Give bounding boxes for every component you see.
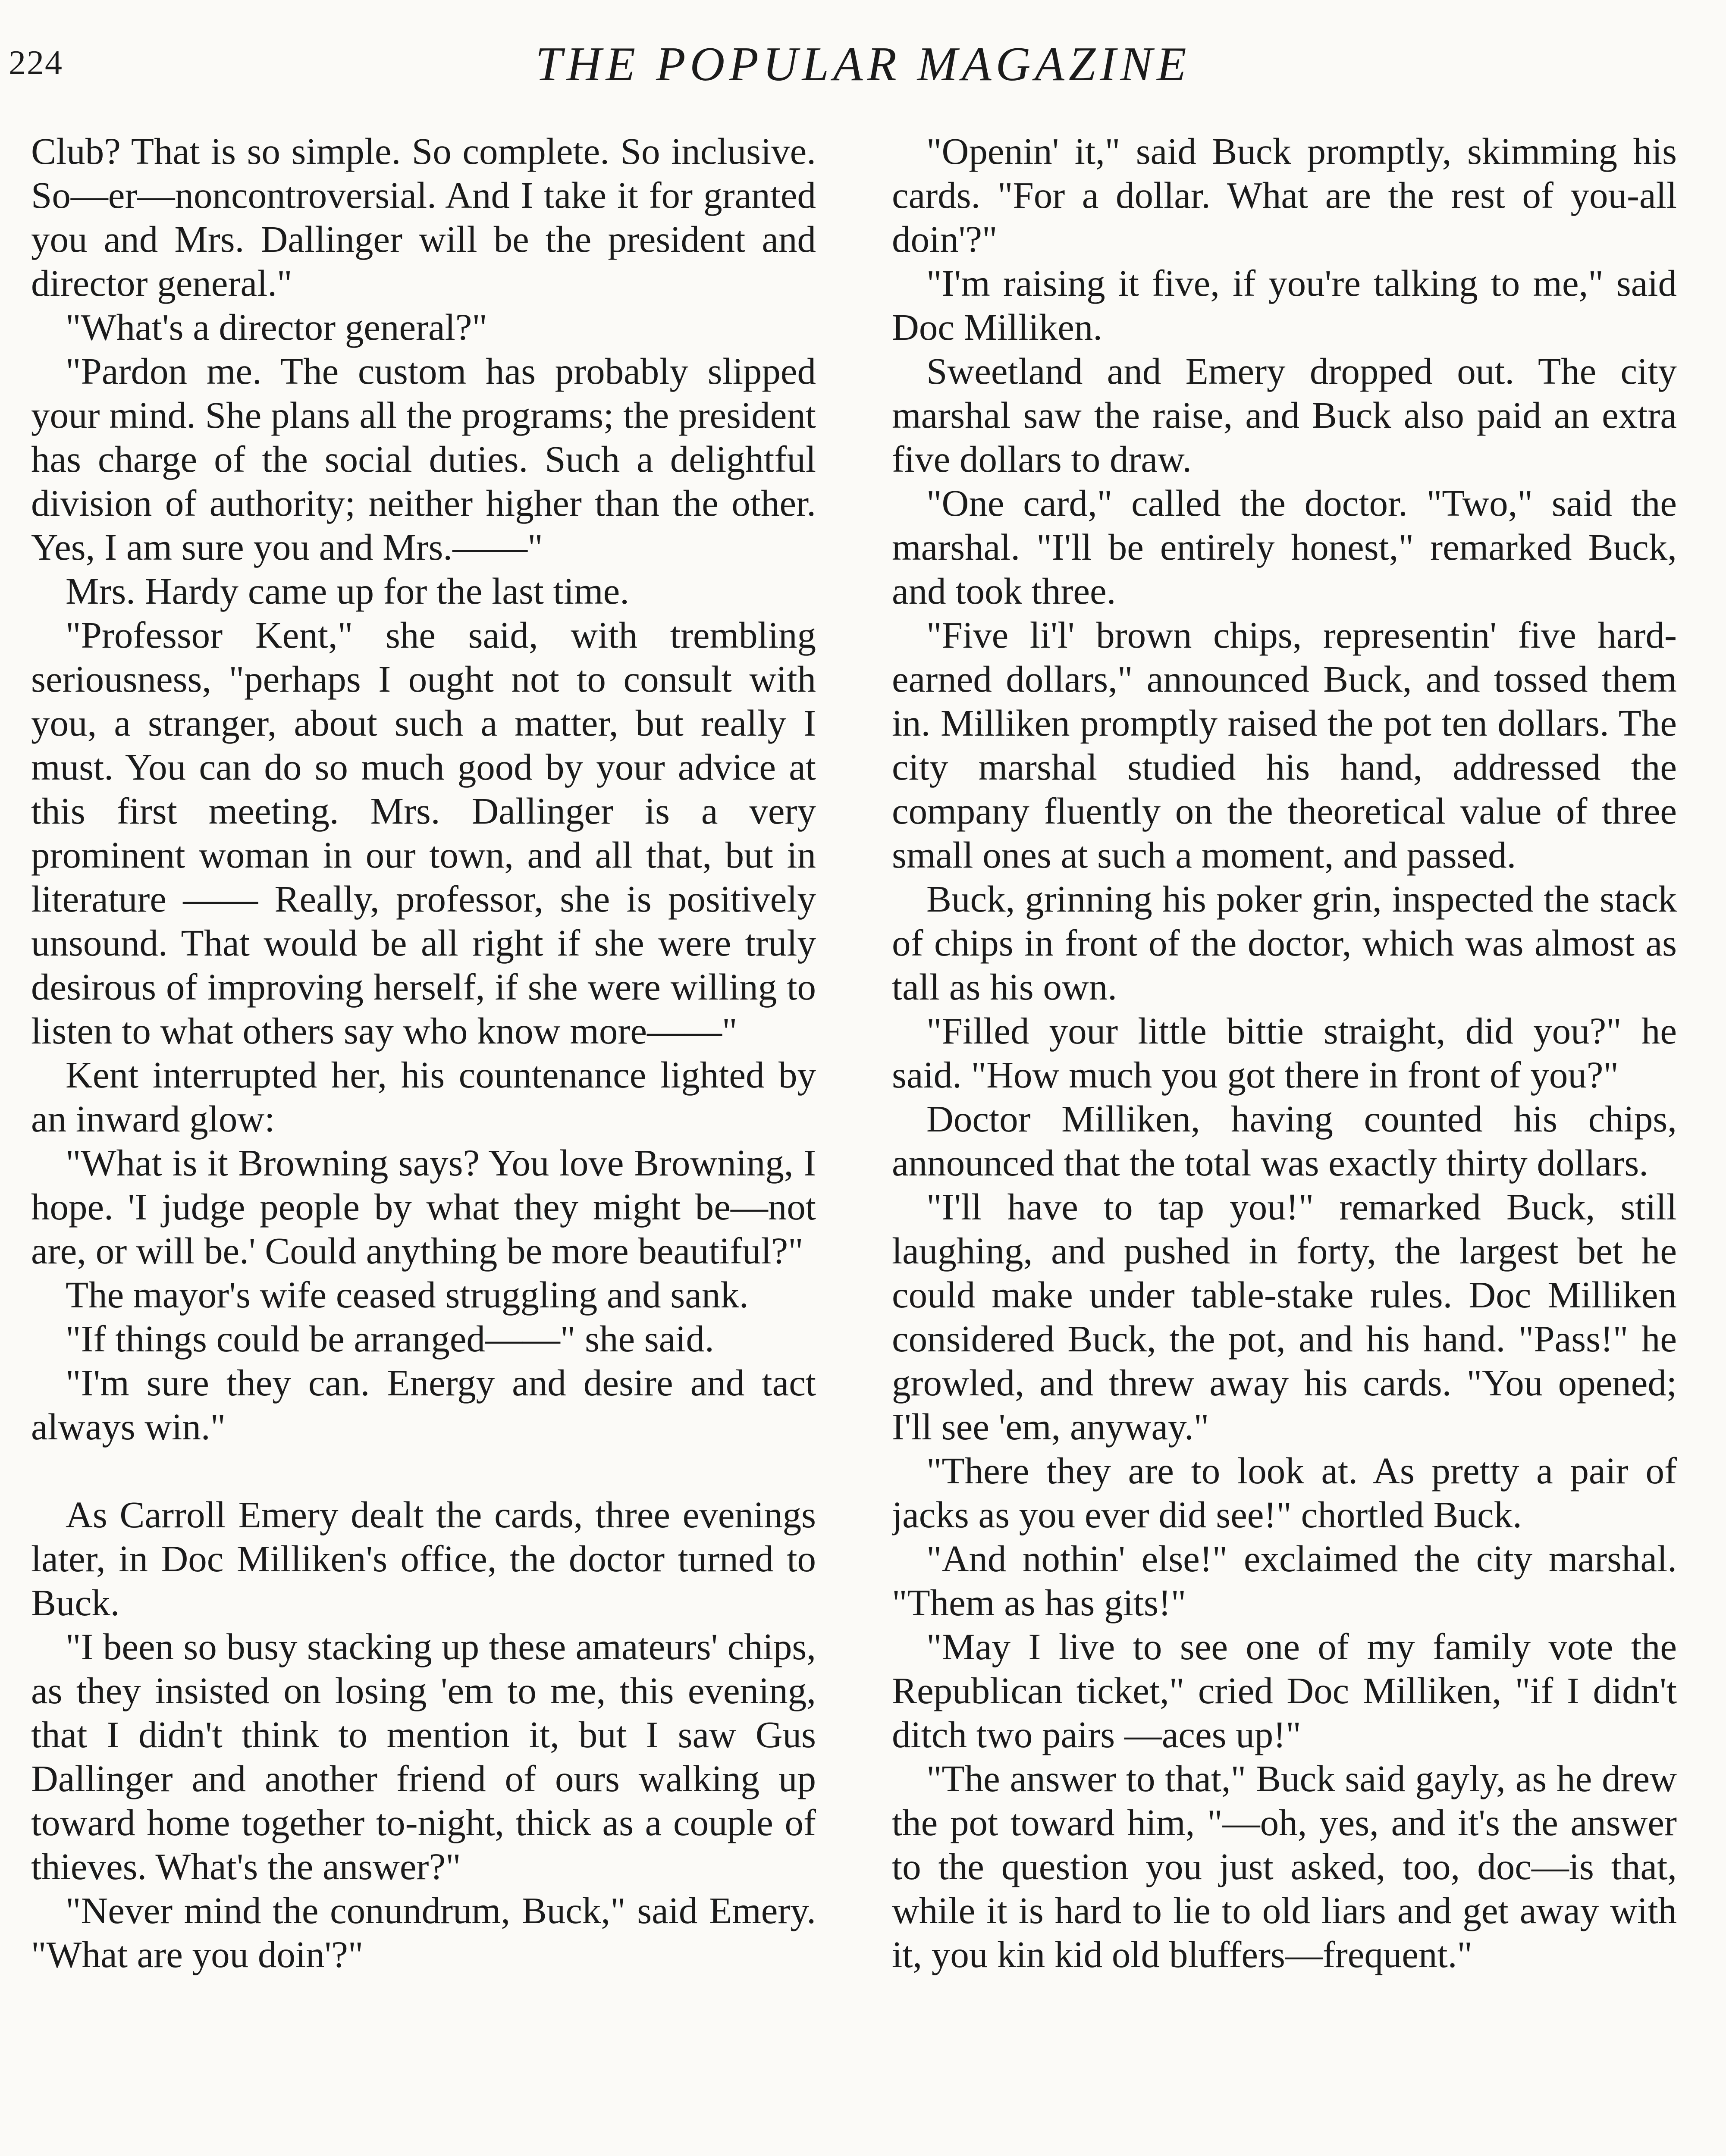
page-header: [0, 38, 1726, 94]
paragraph: "The answer to that," Buck said gayly, as he drew the pot toward him, "—oh, yes, and it's the answer to the question you just asked, too, doc—is that, while it is hard to lie to old liars and get away with it, you kin kid old bluffers—frequent.": [892, 1758, 1677, 1975]
paragraph: "What is it Browning says? You love Browning, I hope. 'I judge people by what they might be—not are, or will be.' Could anything be more beautiful?": [31, 1142, 816, 1272]
left-column: [31, 129, 816, 2156]
paragraph: "Professor Kent," she said, with trembling seriousness, "perhaps I ought not to consult with you, a stranger, about such a matter, but really I must. You can do so much good by your advice at this first meeting. Mrs. Dallinger is a very prominent woman in our town, and all that, but in literature —— Really, professor, she is positively unsound. That would be all right if she were truly desirous of improving herself, if she were willing to listen to what others say who know more——": [31, 614, 816, 1052]
paragraph: "What's a director general?": [66, 306, 487, 348]
paragraph: "May I live to see one of my family vote the Republican ticket," cried Doc Milliken, "if I didn't ditch two pairs —aces up!": [892, 1626, 1677, 1755]
paragraph: "Openin' it," said Buck promptly, skimming his cards. "For a dollar. What are the rest of you-all doin'?": [892, 130, 1677, 260]
paragraph: Sweetland and Emery dropped out. The city marshal saw the raise, and Buck also paid an extra five dollars to draw.: [892, 350, 1677, 480]
paragraph: "If things could be arranged——" she said.: [66, 1318, 714, 1360]
paragraph: The mayor's wife ceased struggling and sank.: [66, 1274, 749, 1316]
paragraph: Kent interrupted her, his countenance lighted by an inward glow:: [31, 1054, 816, 1140]
paragraph: Buck, grinning his poker grin, inspected the stack of chips in front of the doctor, which was almost as tall as his own.: [892, 878, 1677, 1008]
page-number: 224: [9, 44, 63, 82]
paragraph: "Pardon me. The custom has probably slipped your mind. She plans all the programs; the president has charge of the social duties. Such a delightful division of authority; neither higher than the other. Yes, I am sure you and Mrs.——": [31, 350, 816, 568]
running-title: THE POPULAR MAGAZINE: [535, 38, 1191, 91]
paragraph: "One card," called the doctor. "Two," said the marshal. "I'll be entirely honest," remarked Buck, and took three.: [892, 482, 1677, 612]
paragraph: "I'm sure they can. Energy and desire and tact always win.": [31, 1362, 816, 1448]
paragraph: "I been so busy stacking up these amateurs' chips, as they insisted on losing 'em to me, this evening, that I didn't think to mention it, but I saw Gus Dallinger and another friend of ours walking up toward home together to-night, thick as a couple of thieves. What's the answer?": [31, 1626, 816, 1887]
paragraph: "Never mind the conundrum, Buck," said Emery. "What are you doin'?": [31, 1890, 816, 1975]
paragraph: "Filled your little bittie straight, did you?" he said. "How much you got there in front of you?": [892, 1010, 1677, 1096]
paragraph: Doctor Milliken, having counted his chips, announced that the total was exactly thirty dollars.: [892, 1098, 1677, 1184]
paragraph: Club? That is so simple. So complete. So inclusive. So—er—noncontroversial. And I take it for granted you and Mrs. Dallinger will be the president and director general.": [31, 130, 816, 304]
paragraph: "There they are to look at. As pretty a pair of jacks as you ever did see!" chortled Buck.: [892, 1450, 1677, 1536]
paragraph: "I'm raising it five, if you're talking to me," said Doc Milliken.: [892, 262, 1677, 348]
right-column: [892, 129, 1677, 2156]
paragraph: "I'll have to tap you!" remarked Buck, still laughing, and pushed in forty, the largest bet he could make under table-stake rules. Doc Milliken considered Buck, the pot, and his hand. "Pass!" he growled, and threw away his cards. "You opened; I'll see 'em, anyway.": [892, 1186, 1677, 1448]
paragraph: Mrs. Hardy came up for the last time.: [66, 570, 630, 612]
paragraph: "Five li'l' brown chips, representin' five hard-earned dollars," announced Buck, and tossed them in. Milliken promptly raised the pot ten dollars. The city marshal studied his hand, addressed the company fluently on the theoretical value of three small ones at such a moment, and passed.: [892, 614, 1677, 876]
paragraph: As Carroll Emery dealt the cards, three evenings later, in Doc Milliken's office, the doctor turned to Buck.: [31, 1494, 816, 1623]
paragraph: "And nothin' else!" exclaimed the city marshal. "Them as has gits!": [892, 1538, 1677, 1623]
